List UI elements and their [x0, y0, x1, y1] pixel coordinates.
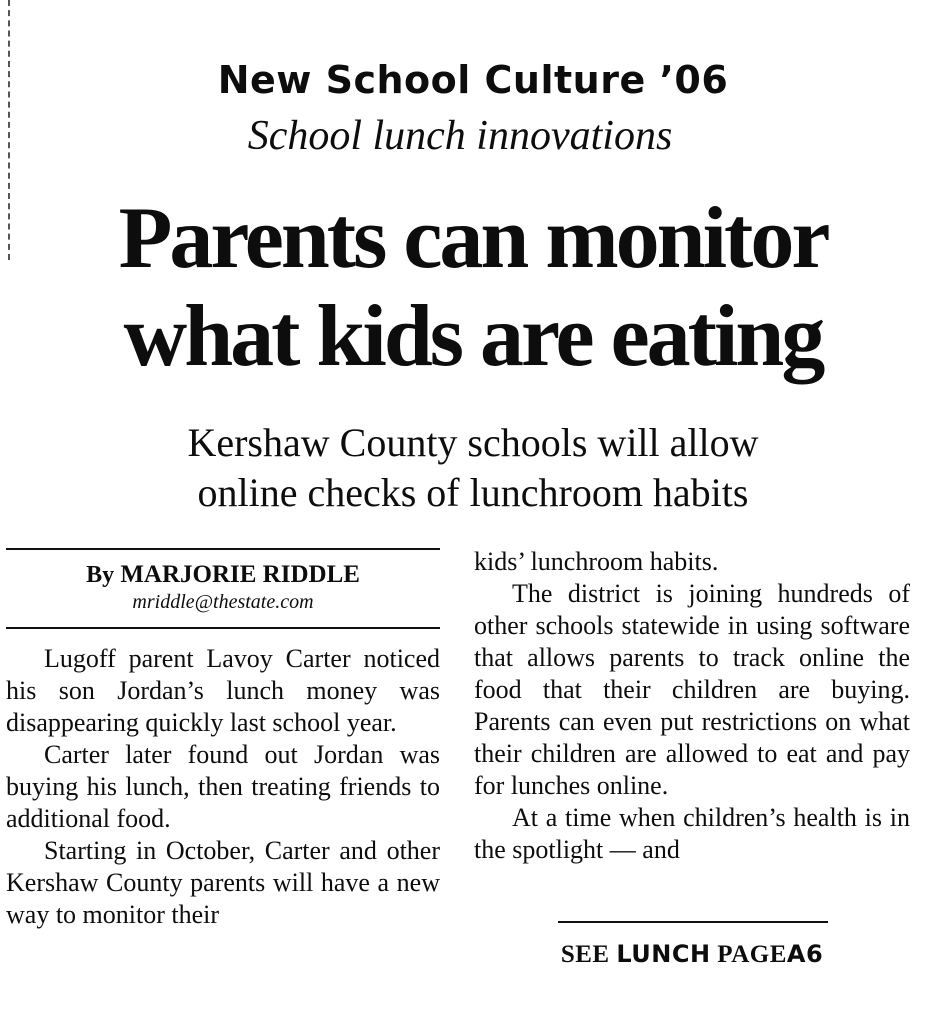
- article-column-left: [6, 643, 440, 931]
- byline-author: MARJORIE RIDDLE: [120, 561, 360, 588]
- paragraph-continued: kids’ lunchroom habits.: [474, 547, 719, 576]
- byline-top-rule: [6, 548, 440, 550]
- section-kicker: New School Culture ’06: [217, 58, 729, 102]
- jump-see: SEE: [560, 941, 610, 968]
- paragraph: The district is joining hundreds of other schools statewide in using software that allows parents to track online the food that their children are buying. Parents can even put restrictions on what their children are allowed to eat and pay for lunches online.: [474, 579, 910, 800]
- headline: [40, 190, 906, 386]
- byline-bottom-rule: [6, 627, 440, 629]
- deck-line-2: online checks of lunchroom habits: [197, 470, 749, 515]
- jump-rule: [558, 921, 828, 923]
- paragraph: At a time when children’s health is in the spotlight — and: [474, 803, 910, 864]
- jump-line: [474, 940, 910, 969]
- deck-line-1: Kershaw County schools will allow: [187, 420, 759, 465]
- headline-line-1: Parents can monitor: [118, 190, 828, 287]
- article-column-right: [474, 546, 910, 866]
- jump-page-number: A6: [786, 940, 824, 968]
- byline-prefix: By: [86, 562, 115, 588]
- jump-page-label: PAGE: [717, 941, 787, 968]
- deck-headline: [30, 418, 916, 518]
- byline: [6, 561, 440, 589]
- jump-keyword: LUNCH: [616, 940, 711, 968]
- paragraph: Lugoff parent Lavoy Carter noticed his son Jordan’s lunch money was disappearing quickly last school year.: [6, 644, 440, 737]
- headline-line-2: what kids are eating: [123, 288, 823, 385]
- paragraph: Starting in October, Carter and other Kershaw County parents will have a new way to monitor their: [6, 836, 440, 929]
- section-subkicker: School lunch innovations: [247, 113, 673, 159]
- byline-email: mriddle@thestate.com: [132, 591, 314, 613]
- paragraph: Carter later found out Jordan was buying his lunch, then treating friends to additional food.: [6, 740, 440, 833]
